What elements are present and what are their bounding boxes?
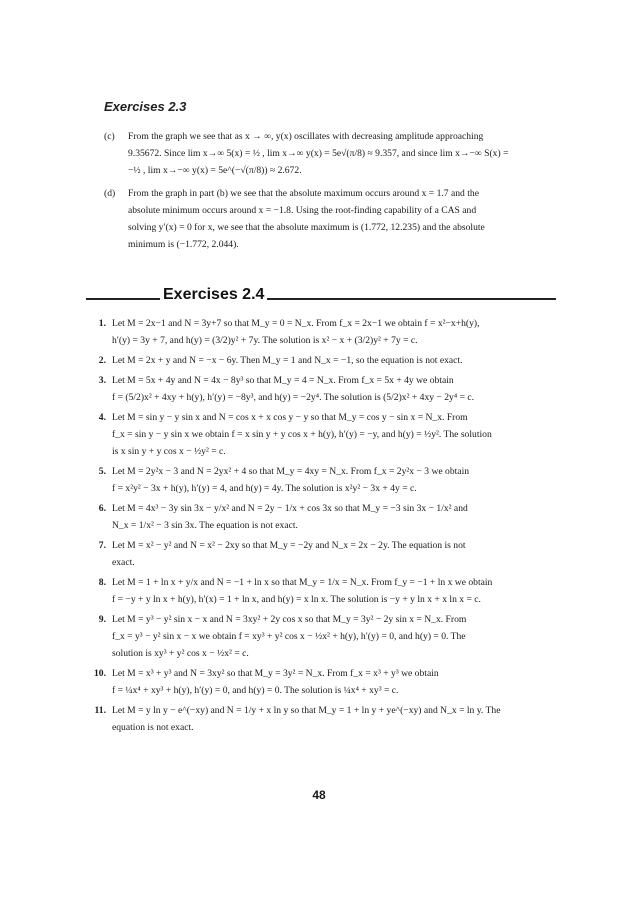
- exercise-line: Let M = sin y − y sin x and N = cos x + x cos y − y so that M_y = cos y − sin x = N_x. From: [112, 412, 468, 423]
- heading-rule-left: [86, 298, 160, 299]
- exercise-text: [112, 372, 560, 406]
- exercise-list: [84, 315, 560, 739]
- exercise-line: Let M = y³ − y² sin x − x and N = 3xy² + 2y cos x so that M_y = 3y² − 2y sin x = N_x. From: [112, 614, 467, 625]
- answer-line: minimum is (−1.772, 2.044).: [128, 239, 239, 250]
- exercise-number: 2.: [98, 355, 106, 366]
- exercise-number: 5.: [98, 466, 106, 477]
- exercise-item: [84, 702, 560, 736]
- exercise-line: Let M = 2y²x − 3 and N = 2yx² + 4 so that M_y = 4xy = N_x. From f_x = 2y²x − 3 we obtain: [112, 466, 470, 477]
- exercise-item: [84, 611, 560, 662]
- exercise-line: Let M = x³ + y³ and N = 3xy² so that M_y = 3y² = N_x. From f_x = x³ + y³ we obtain: [112, 668, 439, 679]
- exercise-line: Let M = 2x + y and N = −x − 6y. Then M_y = 1 and N_x = −1, so the equation is not exact.: [112, 355, 463, 366]
- exercise-line: f_x = y³ − y² sin x − x we obtain f = xy³ + y² cos x − ½x² + h(y), h′(y) = 0, and h(y) = 0. The: [112, 631, 466, 642]
- exercise-line: Let M = 5x + 4y and N = 4x − 8y³ so that M_y = 4 = N_x. From f_x = 5x + 4y we obtain: [112, 375, 454, 386]
- exercise-text: [112, 702, 560, 736]
- answer-item: [104, 128, 559, 179]
- exercise-number: 9.: [98, 614, 106, 625]
- section-heading: [86, 285, 556, 305]
- exercise-line: Let M = 1 + ln x + y/x and N = −1 + ln x so that M_y = 1/x = N_x. From f_y = −1 + ln x we obtain: [112, 577, 493, 588]
- exercise-item: [84, 463, 560, 497]
- answer-line: 9.35672. Since lim x→∞ 5(x) = ½ , lim x→∞ y(x) = 5e√(π/8) ≈ 9.357, and since lim x→−∞ S(x) =: [128, 148, 509, 159]
- exercise-line: h′(y) = 3y + 7, and h(y) = (3/2)y² + 7y. The solution is x² − x + (3/2)y² + 7y = c.: [112, 335, 418, 346]
- answer-text: [128, 128, 559, 179]
- answer-line: From the graph we see that as x → ∞, y(x) oscillates with decreasing amplitude approaching: [128, 131, 484, 142]
- exercise-item: [84, 409, 560, 460]
- exercise-number: 1.: [98, 318, 106, 329]
- exercise-item: [84, 574, 560, 608]
- exercise-text: [112, 537, 560, 571]
- answer-line: solving y′(x) = 0 for x, we see that the absolute maximum is (1.772, 12.235) and the absolute: [128, 222, 485, 233]
- exercise-item: [84, 372, 560, 406]
- exercise-number: 10.: [94, 668, 106, 679]
- exercise-text: [112, 611, 560, 662]
- exercise-line: solution is xy³ + y² cos x − ½x² = c.: [112, 648, 249, 659]
- exercise-line: f = x²y² − 3x + h(y), h′(y) = 4, and h(y) = 4y. The solution is x²y² − 3x + 4y = c.: [112, 483, 417, 494]
- exercise-item: [84, 665, 560, 699]
- exercise-text: [112, 574, 560, 608]
- exercise-item: [84, 352, 560, 369]
- answer-text: [128, 185, 559, 253]
- exercise-item: [84, 500, 560, 534]
- exercise-line: Let M = y ln y − e^(−xy) and N = 1/y + x ln y so that M_y = 1 + ln y + ye^(−xy) and N_x = ln y. The: [112, 705, 501, 716]
- exercise-line: Let M = 4x³ − 3y sin 3x − y/x² and N = 2y − 1/x + cos 3x so that M_y = −3 sin 3x − 1/x² and: [112, 503, 468, 514]
- exercise-text: [112, 352, 560, 369]
- exercise-number: 11.: [94, 705, 106, 716]
- answer-label: (d): [104, 188, 116, 199]
- exercise-line: N_x = 1/x² − 3 sin 3x. The equation is not exact.: [112, 520, 298, 531]
- exercise-line: Let M = 2x−1 and N = 3y+7 so that M_y = 0 = N_x. From f_x = 2x−1 we obtain f = x²−x+h(y),: [112, 318, 480, 329]
- answer-line: From the graph in part (b) we see that the absolute maximum occurs around x = 1.7 and the: [128, 188, 479, 199]
- exercise-text: [112, 409, 560, 460]
- exercise-line: f = (5/2)x² + 4xy + h(y), h′(y) = −8y³, and h(y) = −2y⁴. The solution is (5/2)x² + 4xy − 2y⁴ = c.: [112, 392, 475, 403]
- exercise-number: 4.: [98, 412, 106, 423]
- exercise-line: equation is not exact.: [112, 722, 194, 733]
- exercise-number: 6.: [98, 503, 106, 514]
- exercise-number: 3.: [98, 375, 106, 386]
- exercise-text: [112, 665, 560, 699]
- exercise-text: [112, 500, 560, 534]
- answer-line: absolute minimum occurs around x = −1.8. Using the root-finding capability of a CAS and: [128, 205, 477, 216]
- exercise-number: 8.: [98, 577, 106, 588]
- answer-item: [104, 185, 559, 253]
- exercise-number: 7.: [98, 540, 106, 551]
- running-header-title: Exercises 2.3: [104, 99, 187, 114]
- exercise-line: Let M = x² − y² and N = x² − 2xy so that M_y = −2y and N_x = 2x − 2y. The equation is not: [112, 540, 466, 551]
- answer-line: −½ , lim x→−∞ y(x) = 5e^(−√(π/8)) ≈ 2.672.: [128, 165, 302, 176]
- exercise-text: [112, 463, 560, 497]
- previous-exercise-answers: [104, 128, 559, 259]
- exercise-item: [84, 315, 560, 349]
- exercise-line: is x sin y + y cos x − ½y² = c.: [112, 446, 226, 457]
- heading-rule-right: [267, 298, 556, 299]
- answer-label: (c): [104, 131, 115, 142]
- section-title: Exercises 2.4: [163, 286, 265, 303]
- exercise-line: exact.: [112, 557, 135, 568]
- exercise-text: [112, 315, 560, 349]
- exercise-line: f = −y + y ln x + h(y), h′(x) = 1 + ln x, and h(y) = x ln x. The solution is −y + y ln x + x ln x = c.: [112, 594, 481, 605]
- exercise-item: [84, 537, 560, 571]
- page-number: 48: [312, 788, 326, 802]
- exercise-line: f_x = sin y − y sin x we obtain f = x sin y + y cos x + h(y), h′(y) = −y, and h(y) = ½y². The solution: [112, 429, 492, 440]
- exercise-line: f = ¼x⁴ + xy³ + h(y), h′(y) = 0, and h(y) = 0. The solution is ¼x⁴ + xy³ = c.: [112, 685, 399, 696]
